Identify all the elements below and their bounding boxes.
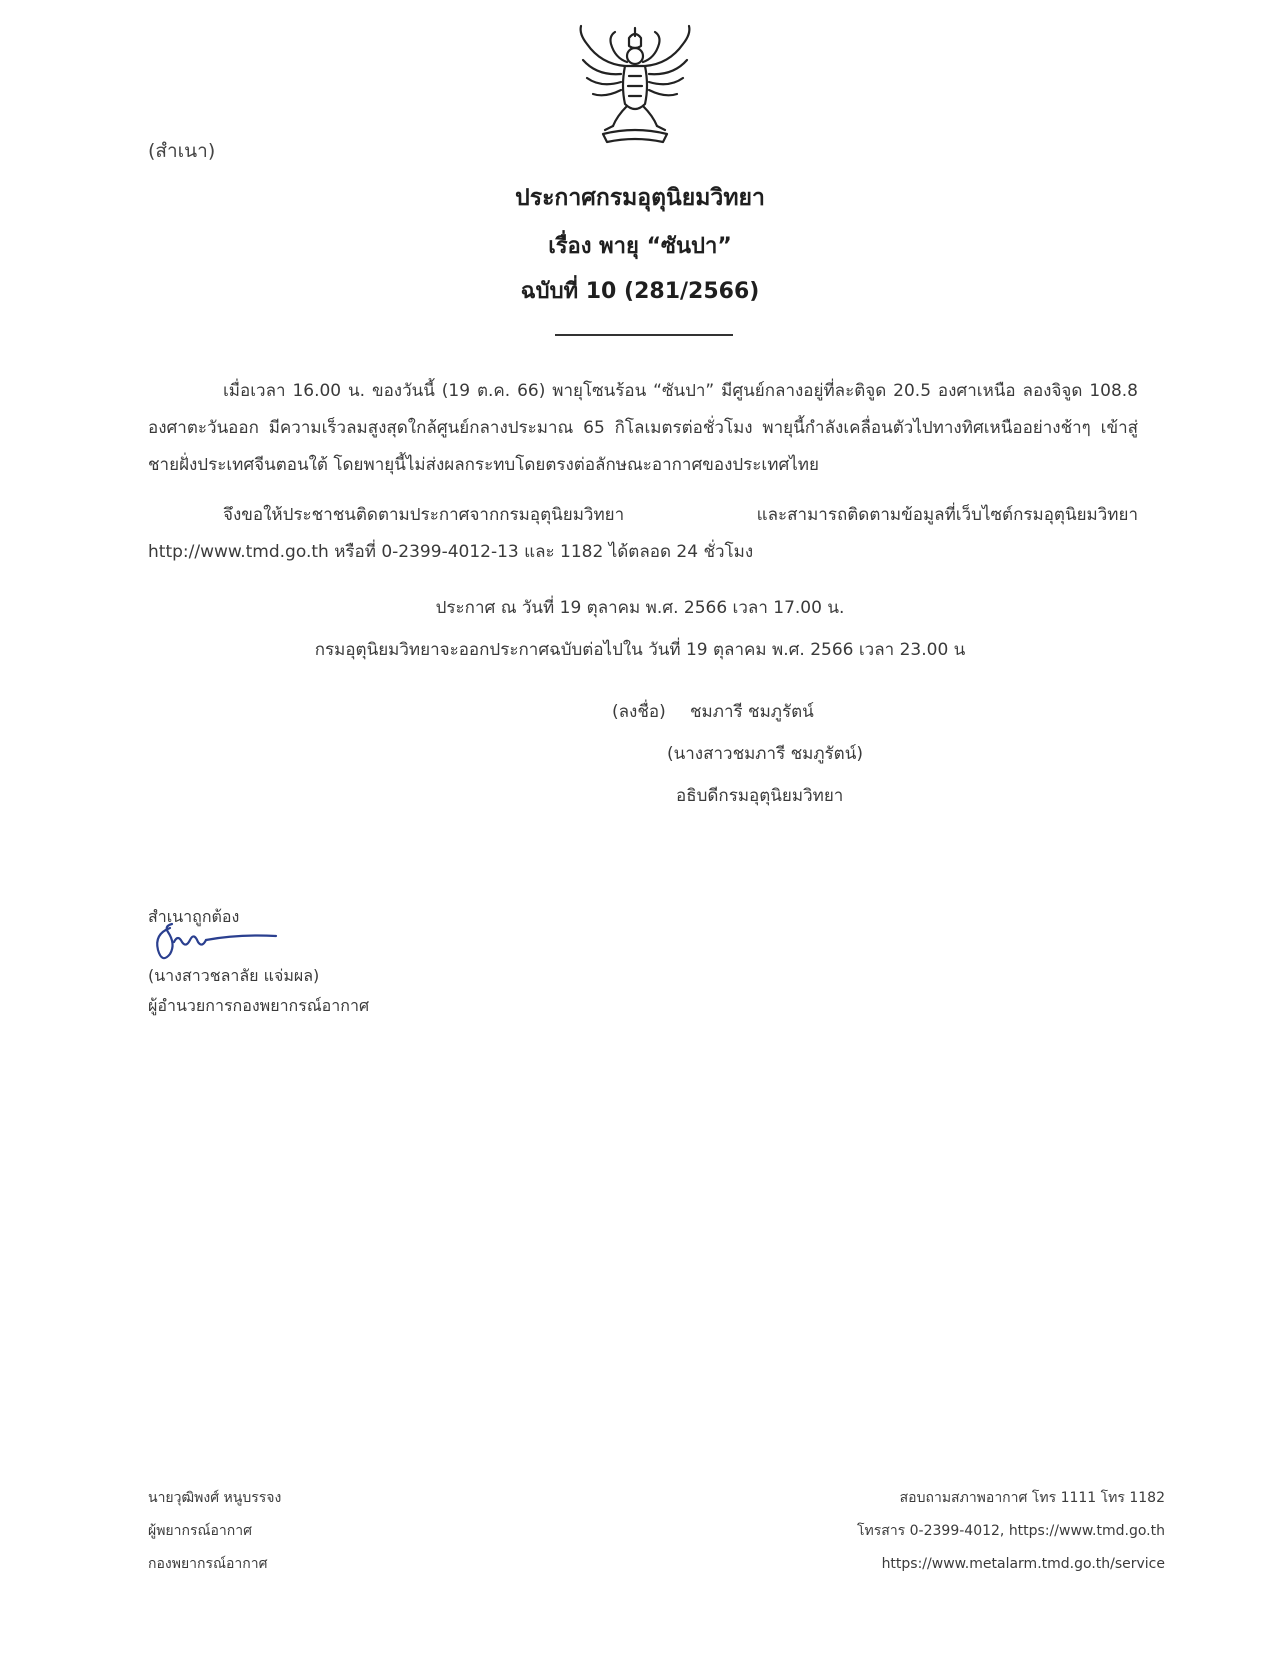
footer-forecaster-division: กองพยากรณ์อากาศ bbox=[148, 1556, 268, 1572]
next-issue-notice: กรมอุตุนิยมวิทยาจะออกประกาศฉบับต่อไปใน วันที่ 19 ตุลาคม พ.ศ. 2566 เวลา 23.00 น bbox=[314, 640, 966, 660]
announcement-title: ประกาศกรมอุตุนิยมวิทยา bbox=[515, 185, 765, 211]
certifier-position: ผู้อำนวยการกองพยากรณ์อากาศ bbox=[148, 996, 370, 1015]
certifier-name: (นางสาวชลาลัย แจ่มผล) bbox=[148, 966, 320, 985]
signed-name: ชมภารี ชมภูรัตน์ bbox=[690, 702, 814, 722]
footer-forecaster-role: ผู้พยากรณ์อากาศ bbox=[148, 1523, 252, 1539]
footer-contact-phone: สอบถามสภาพอากาศ โทร 1111 โทร 1182 bbox=[899, 1490, 1165, 1506]
footer-contact-fax-website: โทรสาร 0-2399-4012, https://www.tmd.go.th bbox=[857, 1523, 1165, 1539]
announcement-number: ฉบับที่ 10 (281/2566) bbox=[520, 279, 760, 304]
handwritten-signature-icon bbox=[148, 918, 288, 968]
body-paragraph-advisory: จึงขอให้ประชาชนติดตามประกาศจากกรมอุตุนิยมวิทยา และสามารถติดตามข้อมูลที่เว็บไซต์กรมอุตุนิยมวิทยา http://www.tmd.go.th หรือที่ 0-2399-4012-13 และ 1182 ได้ตลอด 24 ชั่วโมง bbox=[148, 505, 1138, 562]
footer-contact bbox=[857, 1482, 1165, 1581]
signed-label: (ลงชื่อ) bbox=[612, 702, 666, 722]
signatory-position: อธิบดีกรมอุตุนิยมวิทยา bbox=[676, 786, 844, 806]
copy-mark: (สำเนา) bbox=[148, 140, 216, 162]
footer-forecaster bbox=[148, 1482, 281, 1581]
announcement-subject: เรื่อง พายุ “ซันปา” bbox=[548, 234, 732, 259]
certified-copy-label: สำเนาถูกต้อง bbox=[148, 907, 240, 926]
signatory-full-name: (นางสาวชมภารี ชมภูรัตน์) bbox=[667, 744, 863, 764]
issued-datetime: ประกาศ ณ วันที่ 19 ตุลาคม พ.ศ. 2566 เวลา 17.00 น. bbox=[435, 598, 845, 618]
garuda-emblem-icon bbox=[575, 22, 695, 150]
footer-contact-service-url: https://www.metalarm.tmd.go.th/service bbox=[881, 1556, 1165, 1572]
footer-forecaster-name: นายวุฒิพงศ์ หนูบรรจง bbox=[148, 1490, 282, 1506]
title-divider bbox=[555, 334, 733, 336]
body-paragraph-storm-status: เมื่อเวลา 16.00 น. ของวันนี้ (19 ต.ค. 66) พายุโซนร้อน “ซันปา” มีศูนย์กลางอยู่ที่ละติจูด 20.5 องศาเหนือ ลองจิจูด 108.8 องศาตะวันออก มีความเร็วลมสูงสุดใกล้ศูนย์กลางประมาณ 65 กิโลเมตรต่อชั่วโมง พายุนี้กำลังเคลื่อนตัวไปทางทิศเหนืออย่างช้าๆ เข้าสู่ชายฝั่งประเทศจีนตอนใต้ โดยพายุนี้ไม่ส่งผลกระทบโดยตรงต่อลักษณะอากาศของประเทศไทย bbox=[148, 381, 1138, 475]
